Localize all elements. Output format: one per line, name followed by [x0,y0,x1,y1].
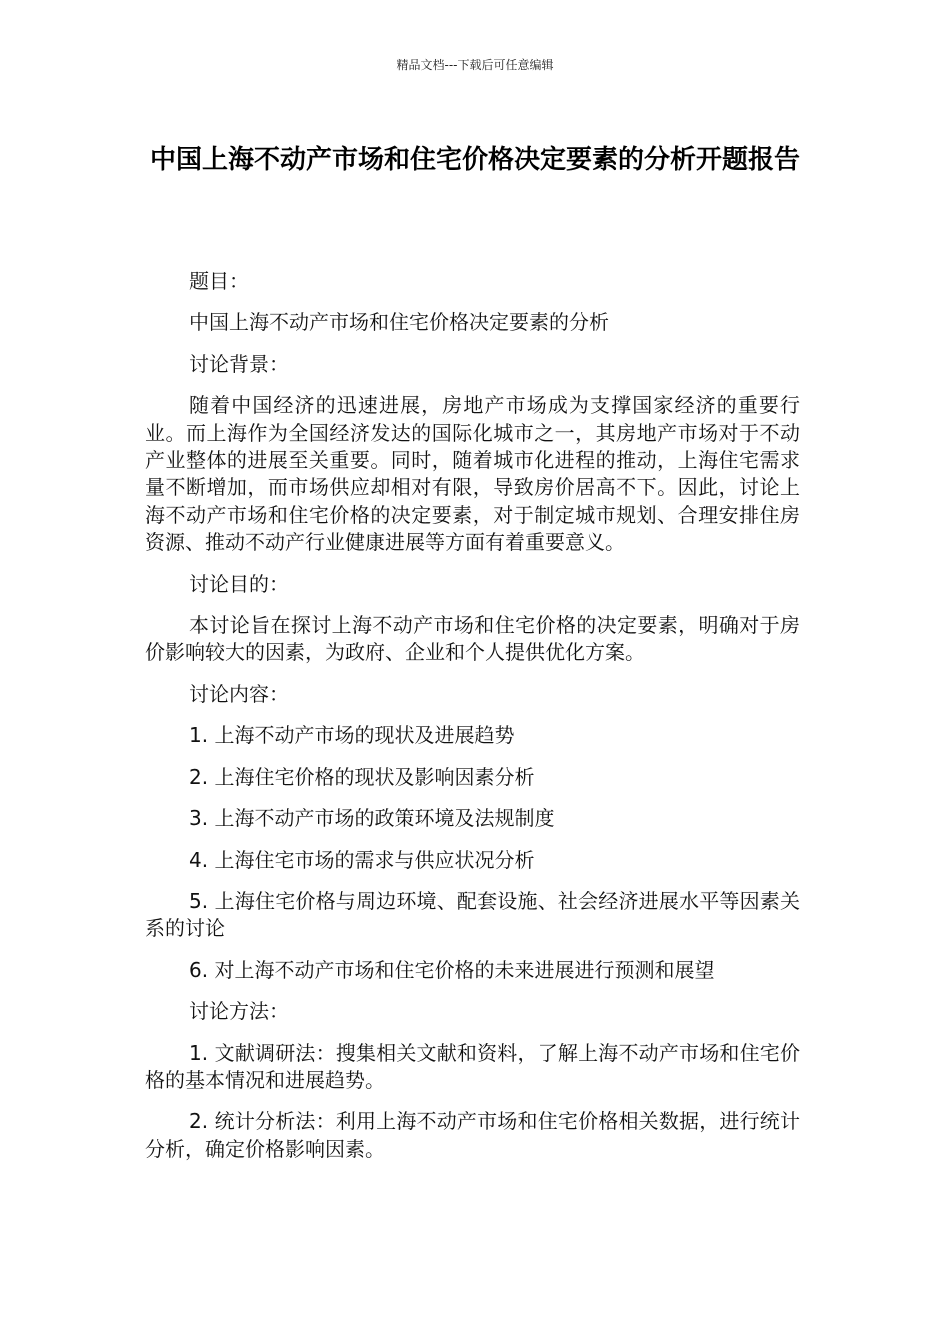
header-note: 精品文档---下载后可任意编辑 [396,58,554,72]
background-text: 随着中国经济的迅速进展，房地产市场成为支撑国家经济的重要行业。而上海作为全国经济发达的国际化城市之一，其房地产市场对于不动产业整体的进展至关重要。同时，随着城市化进程的推动，上海住宅需求量不断增加，而市场供应却相对有限，导致房价居高不下。因此，讨论上海不动产市场和住宅价格的决定要素，对于制定城市规划、合理安排住房资源、推动不动产行业健康进展等方面有着重要意义。 [145,393,800,555]
content-item-4: 4. 上海住宅市场的需求与供应状况分析 [189,847,535,872]
method-item-2: 2. 统计分析法：利用上海不动产市场和住宅价格相关数据，进行统计分析，确定价格影响因素。 [145,1109,800,1161]
topic-text: 中国上海不动产市场和住宅价格决定要素的分析 [189,310,609,335]
purpose-text: 本讨论旨在探讨上海不动产市场和住宅价格的决定要素，明确对于房价影响较大的因素，为政府、企业和个人提供优化方案。 [145,613,800,665]
method-item-1: 1. 文献调研法：搜集相关文献和资料，了解上海不动产市场和住宅价格的基本情况和进展趋势。 [145,1040,800,1092]
document-title: 中国上海不动产市场和住宅价格决定要素的分析开题报告 [149,145,800,175]
label-background: 讨论背景： [189,351,289,376]
content-item-6: 6. 对上海不动产市场和住宅价格的未来进展进行预测和展望 [189,957,715,982]
label-purpose: 讨论目的： [189,571,289,596]
label-content: 讨论内容： [189,681,289,706]
content-item-3: 3. 上海不动产市场的政策环境及法规制度 [189,806,555,831]
content-item-2: 2. 上海住宅价格的现状及影响因素分析 [189,764,535,789]
content-item-1: 1. 上海不动产市场的现状及进展趋势 [189,723,515,748]
label-topic: 题目： [189,269,249,293]
label-method: 讨论方法： [189,999,289,1024]
content-item-5: 5. 上海住宅价格与周边环境、配套设施、社会经济进展水平等因素关系的讨论 [145,888,800,941]
document-body [145,268,800,1177]
